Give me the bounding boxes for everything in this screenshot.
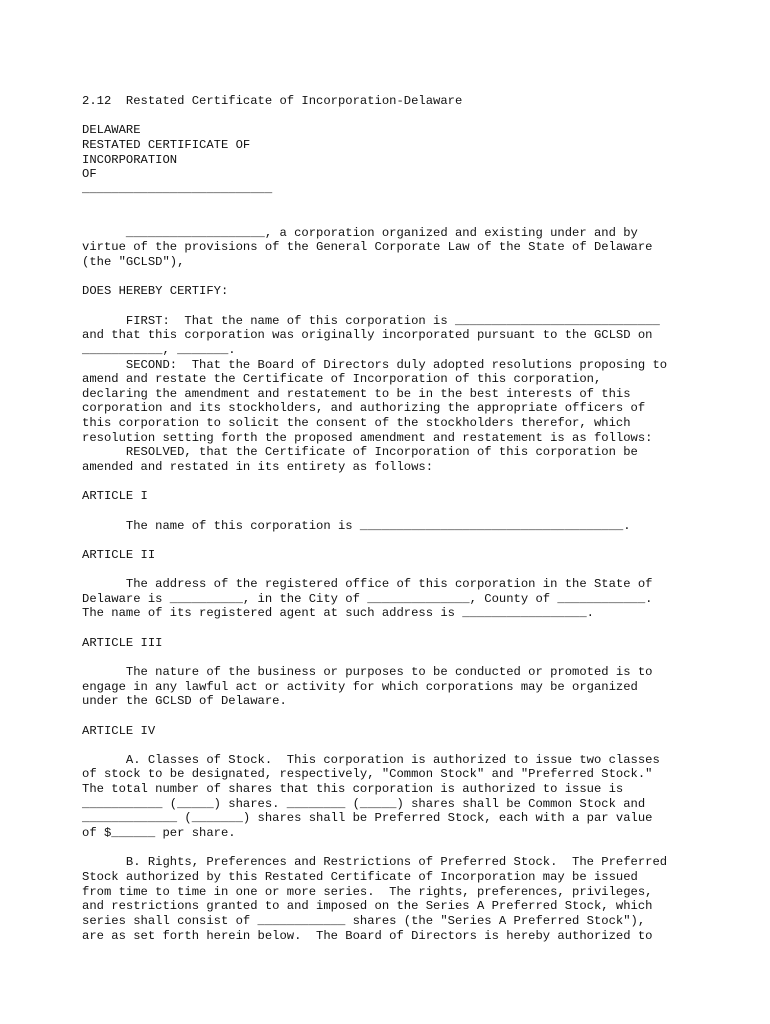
- document-line: SECOND: That the Board of Directors duly adopted resolutions proposing to: [82, 357, 668, 372]
- document-line: [82, 270, 722, 285]
- document-line: [82, 196, 722, 211]
- document-line: of stock to be designated, respectively, "Common Stock" and "Preferred Stock.": [82, 767, 653, 782]
- document-line: from time to time in one or more series. The rights, preferences, privileges,: [82, 884, 653, 899]
- document-line: declaring the amendment and restatement to be in the best interests of this: [82, 386, 631, 401]
- document-line: resolution setting forth the proposed amendment and restatement is as follows:: [82, 430, 653, 445]
- document-line: A. Classes of Stock. This corporation is authorized to issue two classes: [82, 752, 660, 767]
- document-line: INCORPORATION: [82, 152, 178, 167]
- document-line: virtue of the provisions of the General Corporate Law of the State of Delaware: [82, 240, 653, 255]
- document-line: DOES HEREBY CERTIFY:: [82, 284, 229, 299]
- document-line: OF: [82, 167, 97, 182]
- document-line: amended and restated in its entirety as follows:: [82, 460, 434, 475]
- document-line: ___________ (_____) shares. ________ (_____) shares shall be Common Stock and: [82, 796, 646, 811]
- document-line: RESOLVED, that the Certificate of Incorporation of this corporation be: [82, 445, 638, 460]
- document-line: amend and restate the Certificate of Incorporation of this corporation,: [82, 372, 602, 387]
- document-line: ARTICLE I: [82, 489, 148, 504]
- document-line: DELAWARE: [82, 123, 141, 138]
- document-line: (the "GCLSD"),: [82, 255, 185, 270]
- document-line: The address of the registered office of this corporation in the State of: [82, 577, 653, 592]
- document-line: [82, 709, 722, 724]
- document-line: FIRST: That the name of this corporation is ____________________________: [82, 313, 660, 328]
- document-line: [82, 299, 722, 314]
- document-line: of $______ per share.: [82, 826, 236, 841]
- document-line: [82, 211, 722, 226]
- document-line: ___________________, a corporation organized and existing under and by: [82, 225, 638, 240]
- document-line: and restrictions granted to and imposed on the Series A Preferred Stock, which: [82, 899, 653, 914]
- document-line: [82, 650, 722, 665]
- document-line: 2.12 Restated Certificate of Incorporation-Delaware: [82, 94, 463, 108]
- document-line: The name of this corporation is ____________________________________.: [82, 518, 631, 533]
- document-line: The nature of the business or purposes to be conducted or promoted is to: [82, 664, 653, 679]
- document-line: RESTATED CERTIFICATE OF: [82, 137, 251, 152]
- document-line: __________________________: [82, 181, 273, 196]
- document-line: The name of its registered agent at such address is _________________.: [82, 606, 594, 621]
- document-line: corporation and its stockholders, and authorizing the appropriate officers of: [82, 401, 646, 416]
- document-line: The total number of shares that this corporation is authorized to issue is: [82, 782, 624, 797]
- document-line: [82, 533, 722, 548]
- document-line: Stock authorized by this Restated Certificate of Incorporation may be issued: [82, 869, 638, 884]
- document-line: Delaware is __________, in the City of ______________, County of ____________.: [82, 591, 653, 606]
- document-line: are as set forth herein below. The Board of Directors is hereby authorized to: [82, 928, 653, 943]
- document-line: and that this corporation was originally incorporated pursuant to the GCLSD on: [82, 328, 653, 343]
- document-line: ARTICLE III: [82, 635, 163, 650]
- document-line: [82, 475, 722, 490]
- document-line: ARTICLE II: [82, 547, 156, 562]
- document-line: [82, 621, 722, 636]
- document-line: [82, 504, 722, 519]
- document-line: ___________, _______.: [82, 342, 236, 357]
- document-line: _____________ (_______) shares shall be Preferred Stock, each with a par value: [82, 811, 653, 826]
- document-line: engage in any lawful act or activity for which corporations may be organized: [82, 679, 638, 694]
- document-line: [82, 563, 722, 578]
- document-line: this corporation to solicit the consent of the stockholders therefor, which: [82, 416, 631, 431]
- document-line: [82, 841, 722, 856]
- document-line: series shall consist of ____________ shares (the "Series A Preferred Stock"),: [82, 913, 646, 928]
- document-line: [82, 109, 722, 124]
- document-page: [82, 94, 722, 943]
- document-line: [82, 738, 722, 753]
- document-line: B. Rights, Preferences and Restrictions of Preferred Stock. The Preferred: [82, 855, 668, 870]
- document-line: under the GCLSD of Delaware.: [82, 694, 287, 709]
- document-line: ARTICLE IV: [82, 723, 156, 738]
